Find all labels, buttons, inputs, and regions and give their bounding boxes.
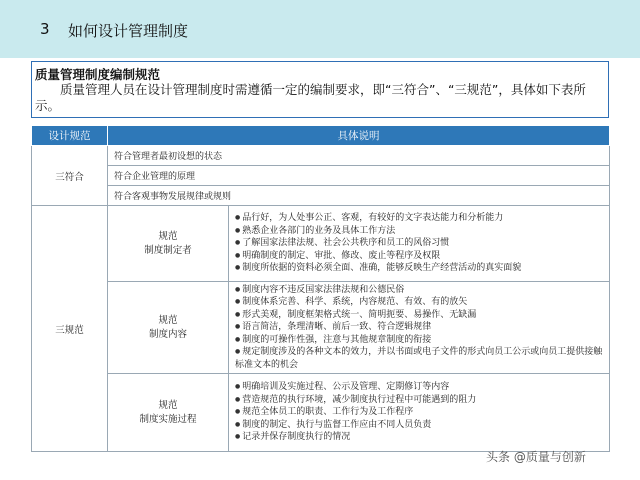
bullet-item: ● 了解国家法律法规、社会公共秩序和员工的风俗习惯 bbox=[235, 237, 605, 249]
design-rules-table bbox=[31, 125, 610, 452]
bullet-item: ● 明确培训及实施过程、公示及管理、定期修订等内容 bbox=[235, 381, 605, 393]
bullet-item: ● 制度体系完善、科学、系统，内容规范、有效、有的放矢 bbox=[235, 296, 605, 308]
category-three-standard: 三规范 bbox=[32, 206, 108, 452]
table-row bbox=[32, 186, 610, 206]
intro-body: 质量管理人员在设计管理制度时需遵循一定的编制要求，即“三符合”、“三规范”，具体如下表所示。 bbox=[35, 82, 586, 113]
bullet-item: ● 明确制度的制定、审批、修改、废止等程序及权限 bbox=[235, 250, 605, 262]
bullet-item: ● 制度内容不违反国家法律法规和公德民俗 bbox=[235, 284, 605, 296]
subcategory-label: 规范 bbox=[158, 314, 178, 326]
bullet-item: ● 制度的可操作性强，注意与其他规章制度的衔接 bbox=[235, 334, 605, 346]
bullet-item: ● 形式美观，制度框架格式统一、简明扼要、易操作、无缺漏 bbox=[235, 309, 605, 321]
subcategory-label: 制度实施过程 bbox=[139, 413, 197, 425]
bullet-item: ● 制度的制定、执行与监督工作应由不同人员负责 bbox=[235, 419, 605, 431]
category-three-conform: 三符合 bbox=[32, 146, 108, 206]
table-row bbox=[32, 146, 610, 166]
bullet-list bbox=[229, 282, 610, 374]
bullet-item: ● 规范全体员工的职责、工作行为及工作程序 bbox=[235, 406, 605, 418]
table-row bbox=[32, 166, 610, 186]
table-header-row bbox=[32, 126, 610, 146]
section-title: 如何设计管理制度 bbox=[68, 22, 189, 40]
bullet-item: ● 记录并保存制度执行的情况 bbox=[235, 431, 605, 443]
bullet-list bbox=[229, 206, 610, 282]
subcategory-cell bbox=[108, 206, 229, 282]
list-item: 符合管理者最初设想的状态 bbox=[108, 146, 610, 166]
subcategory-cell bbox=[108, 282, 229, 374]
bullet-item: ● 熟悉企业各部门的业务及具体工作方法 bbox=[235, 225, 605, 237]
subcategory-label: 规范 bbox=[158, 399, 178, 411]
table-row bbox=[32, 282, 610, 374]
subcategory-label: 制度制定者 bbox=[144, 244, 192, 256]
intro-heading: 质量管理制度编制规范 bbox=[35, 67, 161, 82]
header-cell-description: 具体说明 bbox=[108, 126, 610, 146]
bullet-item: ● 语言简洁，条理清晰、前后一致、符合逻辑规律 bbox=[235, 321, 605, 333]
bullet-item: ● 制度所依据的资料必须全面、准确，能够反映生产经营活动的真实面貌 bbox=[235, 262, 605, 274]
section-number: 3 bbox=[40, 20, 50, 38]
list-item: 符合客观事物发展规律或规则 bbox=[108, 186, 610, 206]
bullet-item: ● 品行好，为人处事公正、客观，有较好的文字表达能力和分析能力 bbox=[235, 212, 605, 224]
subcategory-label: 制度内容 bbox=[148, 328, 187, 340]
table-row bbox=[32, 206, 610, 282]
intro-box bbox=[31, 61, 609, 118]
table-row bbox=[32, 374, 610, 452]
subcategory-cell bbox=[108, 374, 229, 452]
header-bar bbox=[0, 0, 640, 58]
list-item: 符合企业管理的原理 bbox=[108, 166, 610, 186]
bullet-item: ● 营造规范的执行环境，减少制度执行过程中可能遇到的阻力 bbox=[235, 394, 605, 406]
bullet-list bbox=[229, 374, 610, 452]
header-cell-design-rule: 设计规范 bbox=[32, 126, 108, 146]
subcategory-label: 规范 bbox=[158, 230, 178, 242]
bullet-item: ● 规定制度涉及的各种文本的效力，并以书面或电子文件的形式向员工公示或向员工提供接触标准文本的机会 bbox=[235, 346, 605, 371]
watermark: 头条 @质量与创新 bbox=[486, 450, 586, 464]
